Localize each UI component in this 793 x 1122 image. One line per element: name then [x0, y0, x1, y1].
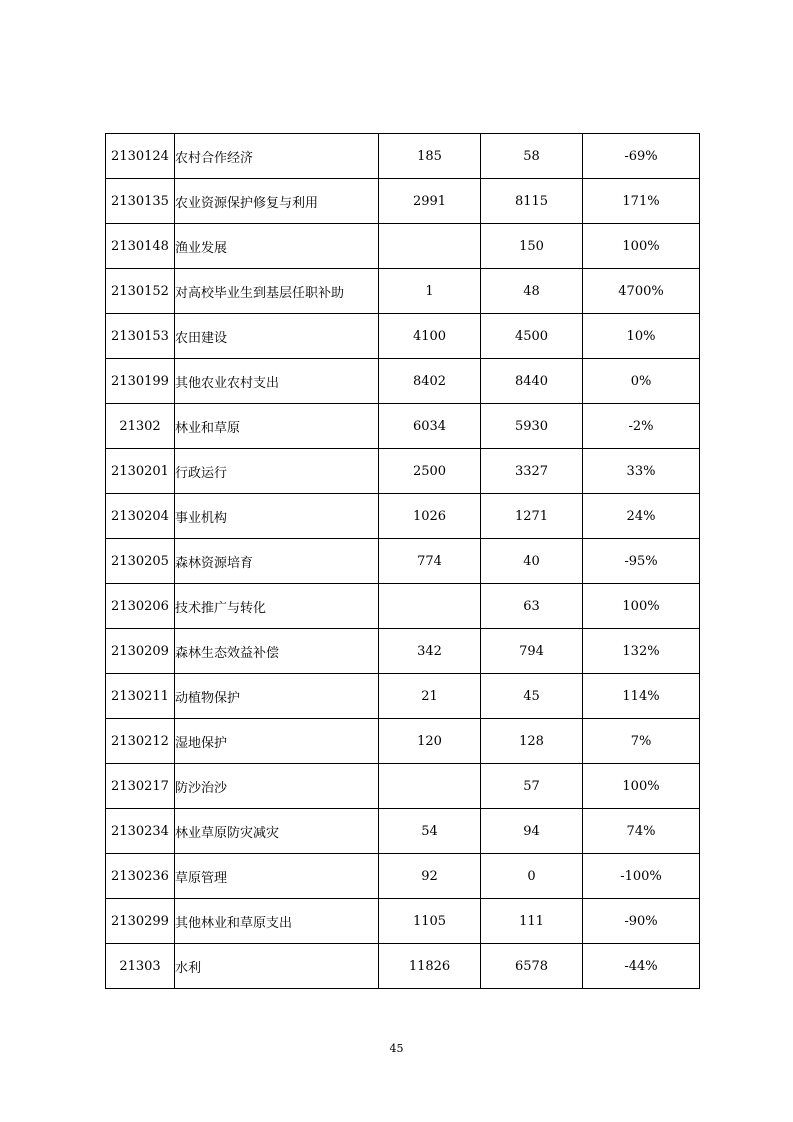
cell-item-name: 森林生态效益补偿 — [175, 629, 379, 674]
cell-value-current: 3327 — [481, 449, 583, 494]
table-row — [106, 404, 700, 449]
table-row — [106, 134, 700, 179]
cell-value-current: 128 — [481, 719, 583, 764]
cell-change-percent: 171% — [583, 179, 700, 224]
cell-item-name: 其他农业农村支出 — [175, 359, 379, 404]
cell-value-prior — [379, 764, 481, 809]
table-body — [106, 134, 700, 989]
cell-value-current: 94 — [481, 809, 583, 854]
cell-value-prior: 1 — [379, 269, 481, 314]
cell-change-percent: 100% — [583, 224, 700, 269]
table-row — [106, 719, 700, 764]
cell-change-percent: 4700% — [583, 269, 700, 314]
cell-item-name: 动植物保护 — [175, 674, 379, 719]
cell-change-percent: 7% — [583, 719, 700, 764]
cell-change-percent: 132% — [583, 629, 700, 674]
cell-value-current: 57 — [481, 764, 583, 809]
cell-code: 2130135 — [106, 179, 175, 224]
cell-code: 21303 — [106, 944, 175, 989]
cell-value-current: 45 — [481, 674, 583, 719]
cell-value-current: 8440 — [481, 359, 583, 404]
cell-code: 2130211 — [106, 674, 175, 719]
cell-item-name: 技术推广与转化 — [175, 584, 379, 629]
cell-item-name: 草原管理 — [175, 854, 379, 899]
cell-change-percent: 24% — [583, 494, 700, 539]
cell-item-name: 林业草原防灾减灾 — [175, 809, 379, 854]
cell-item-name: 林业和草原 — [175, 404, 379, 449]
cell-value-prior: 6034 — [379, 404, 481, 449]
cell-code: 2130209 — [106, 629, 175, 674]
cell-code: 2130153 — [106, 314, 175, 359]
cell-change-percent: -2% — [583, 404, 700, 449]
cell-value-prior — [379, 224, 481, 269]
cell-value-prior: 120 — [379, 719, 481, 764]
cell-value-current: 40 — [481, 539, 583, 584]
table-row — [106, 314, 700, 359]
cell-change-percent: 114% — [583, 674, 700, 719]
table-row — [106, 809, 700, 854]
cell-item-name: 防沙治沙 — [175, 764, 379, 809]
cell-item-name: 农田建设 — [175, 314, 379, 359]
table-row — [106, 449, 700, 494]
table-row — [106, 179, 700, 224]
cell-code: 2130217 — [106, 764, 175, 809]
cell-item-name: 渔业发展 — [175, 224, 379, 269]
cell-change-percent: -69% — [583, 134, 700, 179]
table-row — [106, 539, 700, 584]
table-row — [106, 584, 700, 629]
cell-code: 2130124 — [106, 134, 175, 179]
cell-item-name: 事业机构 — [175, 494, 379, 539]
cell-item-name: 农业资源保护修复与利用 — [175, 179, 379, 224]
cell-value-current: 6578 — [481, 944, 583, 989]
cell-value-prior: 2500 — [379, 449, 481, 494]
cell-change-percent: -95% — [583, 539, 700, 584]
cell-code: 2130212 — [106, 719, 175, 764]
cell-value-current: 48 — [481, 269, 583, 314]
cell-value-prior: 4100 — [379, 314, 481, 359]
cell-value-prior: 21 — [379, 674, 481, 719]
cell-value-current: 4500 — [481, 314, 583, 359]
cell-value-prior: 185 — [379, 134, 481, 179]
cell-change-percent: 0% — [583, 359, 700, 404]
cell-value-prior: 1105 — [379, 899, 481, 944]
cell-value-current: 111 — [481, 899, 583, 944]
table-row — [106, 494, 700, 539]
cell-change-percent: -100% — [583, 854, 700, 899]
cell-item-name: 行政运行 — [175, 449, 379, 494]
table-row — [106, 224, 700, 269]
cell-item-name: 对高校毕业生到基层任职补助 — [175, 269, 379, 314]
table-row — [106, 764, 700, 809]
cell-code: 2130199 — [106, 359, 175, 404]
budget-table — [105, 133, 700, 989]
cell-change-percent: 74% — [583, 809, 700, 854]
cell-value-current: 63 — [481, 584, 583, 629]
table-row — [106, 944, 700, 989]
cell-item-name: 农村合作经济 — [175, 134, 379, 179]
cell-value-current: 8115 — [481, 179, 583, 224]
cell-value-prior: 92 — [379, 854, 481, 899]
page-number: 45 — [389, 1042, 404, 1055]
cell-code: 2130204 — [106, 494, 175, 539]
table-row — [106, 269, 700, 314]
cell-value-prior: 11826 — [379, 944, 481, 989]
table-row — [106, 899, 700, 944]
cell-change-percent: 33% — [583, 449, 700, 494]
cell-value-prior — [379, 584, 481, 629]
cell-value-current: 5930 — [481, 404, 583, 449]
table-row — [106, 674, 700, 719]
cell-change-percent: 100% — [583, 764, 700, 809]
cell-change-percent: 100% — [583, 584, 700, 629]
cell-item-name: 水利 — [175, 944, 379, 989]
cell-value-current: 0 — [481, 854, 583, 899]
cell-value-prior: 342 — [379, 629, 481, 674]
cell-value-prior: 1026 — [379, 494, 481, 539]
cell-item-name: 森林资源培育 — [175, 539, 379, 584]
table-row — [106, 629, 700, 674]
cell-value-prior: 2991 — [379, 179, 481, 224]
cell-change-percent: -44% — [583, 944, 700, 989]
cell-item-name: 其他林业和草原支出 — [175, 899, 379, 944]
cell-code: 2130152 — [106, 269, 175, 314]
cell-code: 21302 — [106, 404, 175, 449]
cell-value-current: 150 — [481, 224, 583, 269]
cell-code: 2130201 — [106, 449, 175, 494]
cell-change-percent: 10% — [583, 314, 700, 359]
cell-code: 2130234 — [106, 809, 175, 854]
cell-code: 2130299 — [106, 899, 175, 944]
cell-value-current: 58 — [481, 134, 583, 179]
cell-value-current: 794 — [481, 629, 583, 674]
cell-code: 2130148 — [106, 224, 175, 269]
cell-value-current: 1271 — [481, 494, 583, 539]
cell-item-name: 湿地保护 — [175, 719, 379, 764]
cell-code: 2130206 — [106, 584, 175, 629]
cell-value-prior: 8402 — [379, 359, 481, 404]
table-row — [106, 854, 700, 899]
cell-value-prior: 774 — [379, 539, 481, 584]
cell-code: 2130236 — [106, 854, 175, 899]
cell-change-percent: -90% — [583, 899, 700, 944]
table-row — [106, 359, 700, 404]
cell-value-prior: 54 — [379, 809, 481, 854]
cell-code: 2130205 — [106, 539, 175, 584]
